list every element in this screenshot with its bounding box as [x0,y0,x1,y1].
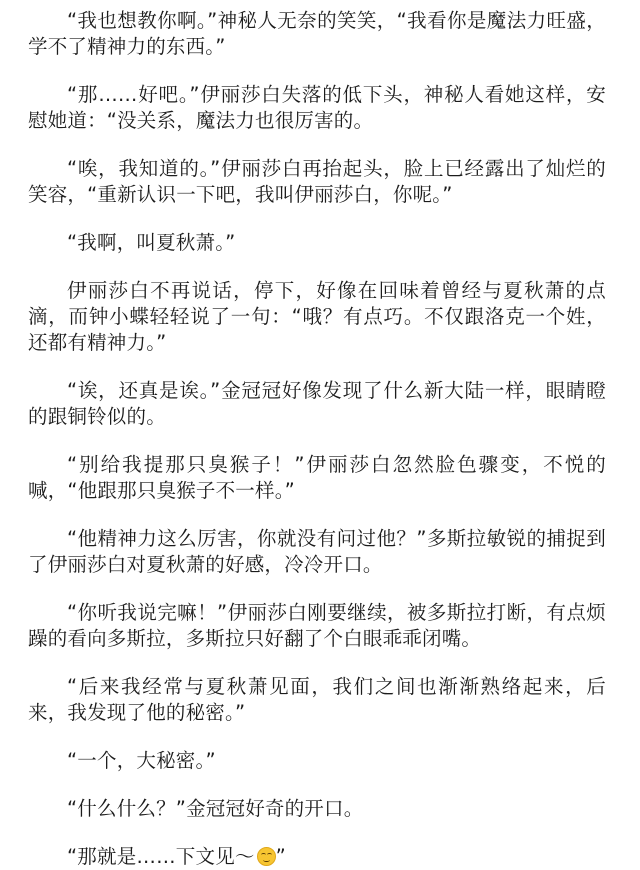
paragraph-11: “一个，大秘密。” [67,749,216,772]
paragraph-13-closing-quote: ” [275,845,286,868]
paragraph-10: “后来我经常与夏秋萧见面，我们之间也渐渐熟络起来，后来，我发现了他的秘密。” [28,675,606,724]
paragraph-6: “诶，还真是诶。”金冠冠好像发现了什么新大陆一样，眼睛瞪的跟铜铃似的。 [28,379,606,428]
paragraph-9: “你听我说完嘛！”伊丽莎白刚要继续，被多斯拉打断，有点烦躁的看向多斯拉，多斯拉只好翻了个白眼乖乖闭嘴。 [28,601,606,650]
paragraph-4: “我啊，叫夏秋萧。” [67,231,236,254]
paragraph-12: “什么什么？”金冠冠好奇的开口。 [67,797,364,820]
paragraph-13 [28,844,606,870]
paragraph-8: “他精神力这么厉害，你就没有问过他？”多斯拉敏锐的捕捉到了伊丽莎白对夏秋萧的好感，冷冷开口。 [28,527,606,576]
paragraph-13-text: “那就是……下文见～ [67,845,255,868]
paragraph-5: 伊丽莎白不再说话，停下，好像在回味着曾经与夏秋萧的点滴，而钟小蝶轻轻说了一句：“哦？有点巧。不仅跟洛克一个姓，还都有精神力。” [28,279,606,354]
paragraph-7: “别给我提那只臭猴子！”伊丽莎白忽然脸色骤变，不悦的喊，“他跟那只臭猴子不一样。” [28,453,606,502]
paragraph-1: “我也想教你啊。”神秘人无奈的笑笑，“我看你是魔法力旺盛，学不了精神力的东西。” [28,9,606,58]
paragraph-3: “唉，我知道的。”伊丽莎白再抬起头，脸上已经露出了灿烂的笑容，“重新认识一下吧，我叫伊丽莎白，你呢。” [28,157,606,206]
upside-down-face-icon [257,847,276,866]
paragraph-2: “那……好吧。”伊丽莎白失落的低下头，神秘人看她这样，安慰她道：“没关系，魔法力也很厉害的。 [28,83,606,132]
